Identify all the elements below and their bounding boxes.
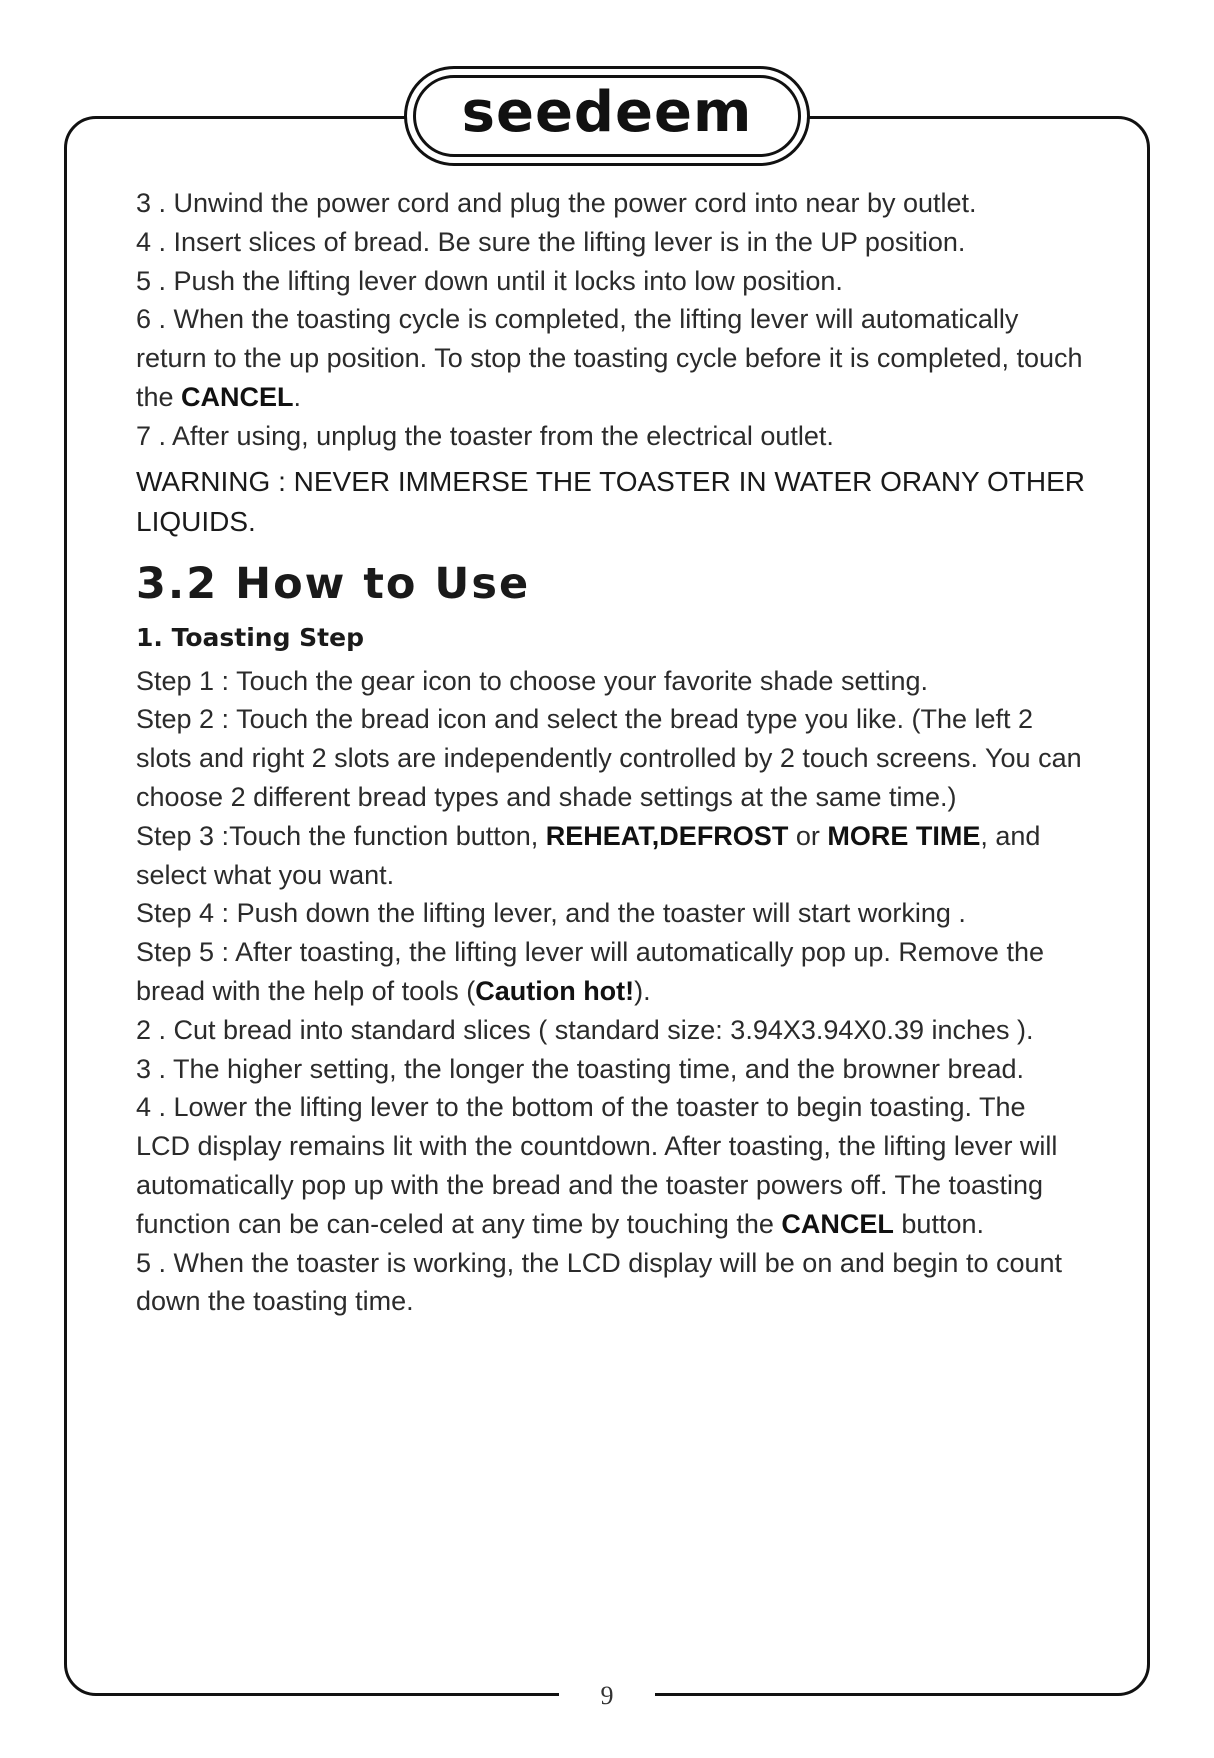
brand-logo	[404, 66, 810, 166]
cancel-keyword-2: CANCEL	[781, 1208, 894, 1239]
note-2: 2 . Cut bread into standard slices ( standard size: 3.94X3.94X0.39 inches ).	[136, 1014, 1034, 1045]
logo-text: seedeem	[461, 80, 753, 145]
intro-item-7: 7 . After using, unplug the toaster from the electrical outlet.	[136, 420, 834, 451]
note-3: 3 . The higher setting, the longer the toasting time, and the browner bread.	[136, 1053, 1025, 1084]
step-5-end: ).	[634, 975, 651, 1006]
note-5: 5 . When the toaster is working, the LCD display will be on and begin to count down the toasting time.	[136, 1247, 1063, 1317]
intro-item-6-text: 6 . When the toasting cycle is completed, the lifting lever will automatically return to the up position. To stop the toasting cycle before it is completed, touch the	[136, 304, 1083, 412]
cancel-keyword: CANCEL	[181, 381, 294, 412]
note-4-end: button.	[893, 1208, 984, 1239]
step-1: Step 1 : Touch the gear icon to choose your favorite shade setting.	[136, 665, 929, 696]
section-subtitle: 1. Toasting Step	[136, 622, 364, 652]
intro-item-6-end: .	[293, 381, 302, 412]
reheat-defrost-keyword: REHEAT,DEFROST	[545, 820, 789, 851]
step-3-end: , and select what you want.	[136, 820, 1041, 890]
step-5-text: Step 5 : After toasting, the lifting lever will automatically pop up. Remove the bread with the help of tools (	[136, 937, 1044, 1006]
intro-item-3: 3 . Unwind the power cord and plug the power cord into near by outlet.	[136, 188, 977, 218]
intro-item-5: 5 . Push the lifting lever down until it locks into low position.	[136, 265, 843, 296]
intro-item-6	[136, 300, 1086, 416]
step-2: Step 2 : Touch the bread icon and select the bread type you like. (The left 2 slots and right 2 slots are independently controlled by 2 touch screens. You can choose 2 different bread types and shade settings at the same time.)	[136, 704, 1082, 812]
more-time-keyword: MORE TIME	[827, 820, 981, 851]
intro-item-4: 4 . Insert slices of bread. Be sure the lifting lever is in the UP position.	[136, 226, 966, 257]
warning-text: WARNING : NEVER IMMERSE THE TOASTER IN WATER ORANY OTHER LIQUIDS.	[136, 465, 1085, 537]
page-number: 9	[559, 1676, 655, 1716]
caution-hot-keyword: Caution hot!	[475, 975, 635, 1006]
step-4: Step 4 : Push down the lifting lever, and the toaster will start working .	[136, 898, 966, 929]
section-title: 3.2 How to Use	[136, 558, 531, 609]
note-4	[136, 1088, 1086, 1243]
manual-content	[136, 184, 1086, 1321]
step-3	[136, 817, 1086, 895]
note-4-text: 4 . Lower the lifting lever to the bottom of the toaster to begin toasting. The LCD display remains lit with the countdown. After toasting, the lifting lever will automatically pop up with the bread and the toaster powers off. The toasting function can be can-celed at any time by touching the	[136, 1092, 1058, 1239]
step-5	[136, 933, 1086, 1011]
step-3-text: Step 3 :Touch the function button,	[136, 820, 546, 851]
step-3-or: or	[788, 820, 828, 851]
